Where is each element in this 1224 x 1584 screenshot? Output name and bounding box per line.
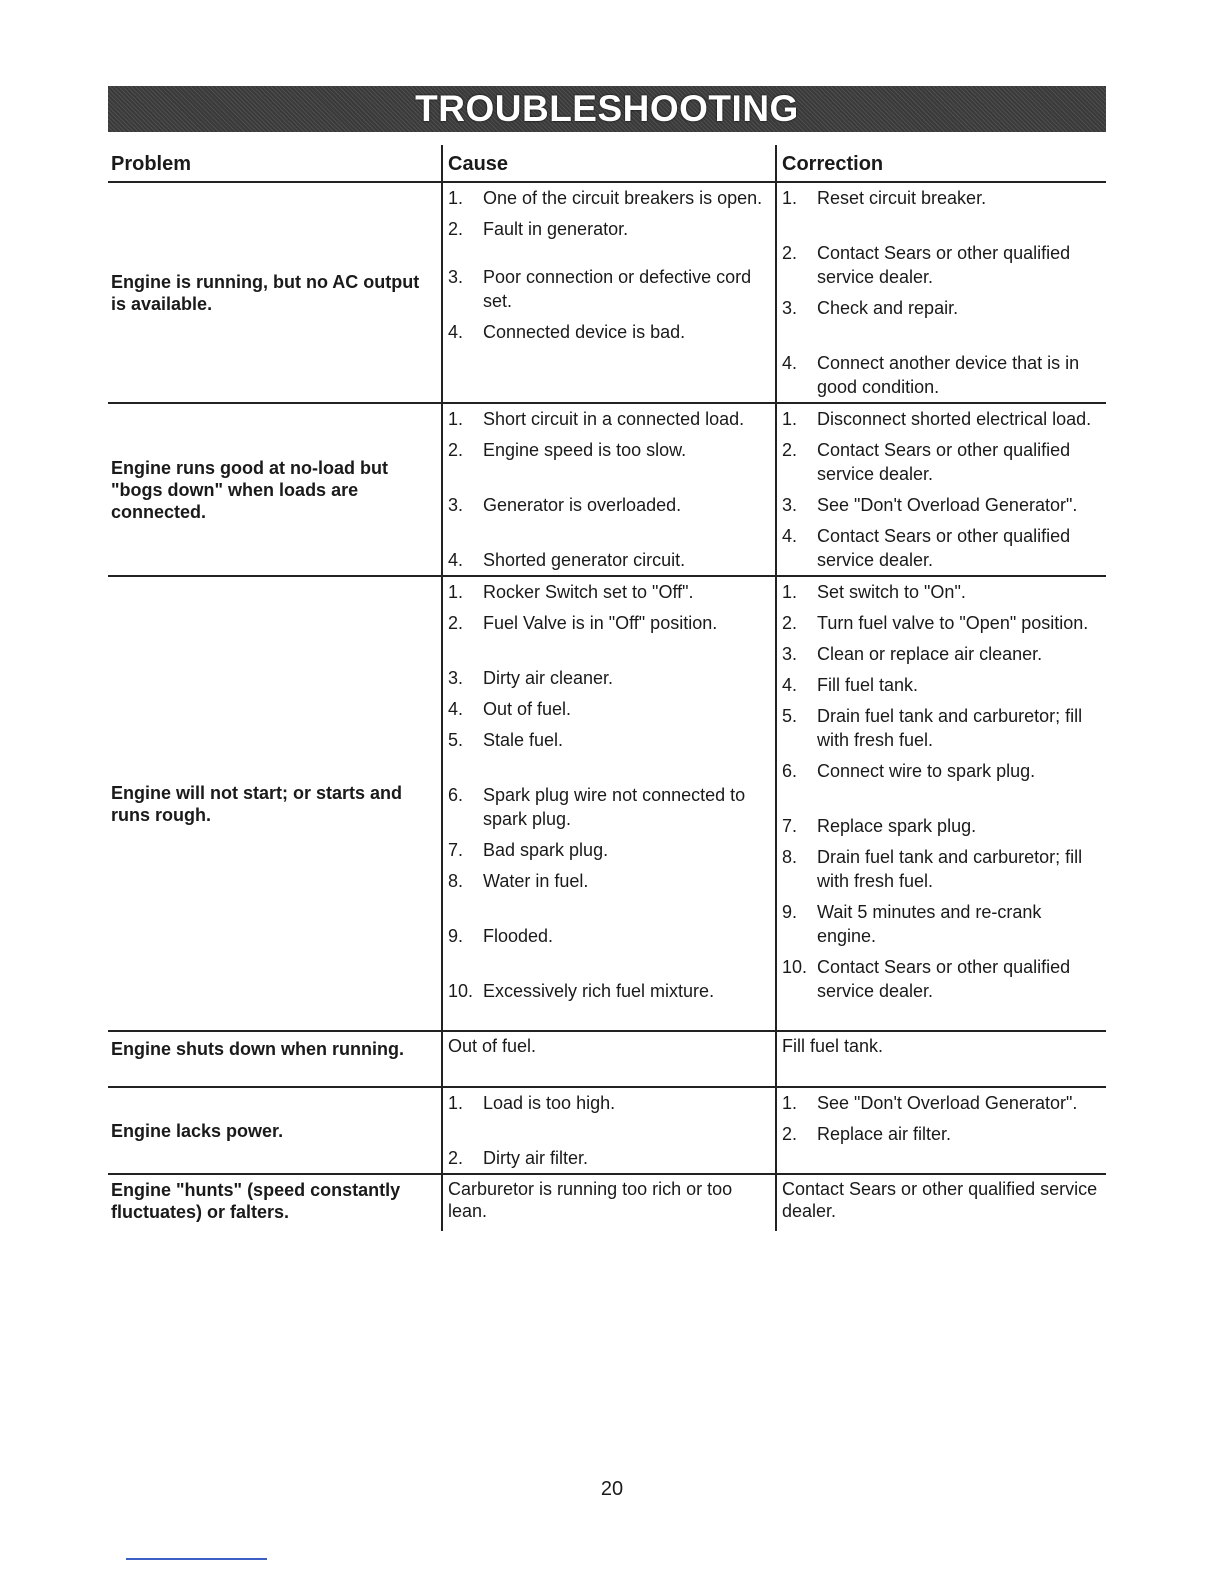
- item-number: 2.: [782, 1124, 798, 1144]
- item-text: Water in fuel.: [483, 871, 589, 891]
- item-number: 10.: [782, 957, 808, 977]
- item-number: 7.: [782, 816, 798, 836]
- correction-cell: [775, 577, 1106, 1030]
- item-number: 6.: [782, 761, 798, 781]
- item-text: See "Don't Overload Generator".: [817, 1093, 1078, 1113]
- table-row: [108, 1175, 1106, 1231]
- item-text: Replace spark plug.: [817, 816, 977, 836]
- list-item: [448, 611, 769, 635]
- item-number: 2.: [782, 243, 798, 263]
- item-text: Generator is overloaded.: [483, 495, 682, 515]
- list-item: [448, 548, 769, 572]
- list-item: [782, 186, 1102, 210]
- list-item: [782, 438, 1102, 486]
- list-item: [782, 759, 1102, 783]
- list-item: [448, 493, 769, 517]
- list-item: [782, 900, 1102, 948]
- item-text: Set switch to "On".: [817, 582, 966, 602]
- item-text: Rocker Switch set to "Off".: [483, 582, 694, 602]
- item-text: Contact Sears or other qualified service dealer.: [817, 440, 1071, 484]
- item-text: Load is too high.: [483, 1093, 616, 1113]
- item-text: Fuel Valve is in "Off" position.: [483, 613, 718, 633]
- item-text: Reset circuit breaker.: [817, 188, 987, 208]
- cause-cell: Carburetor is running too rich or too lean.: [441, 1175, 775, 1231]
- table-row: [108, 577, 1106, 1032]
- item-number: 10.: [448, 981, 474, 1001]
- item-number: 4.: [448, 550, 464, 570]
- item-text: Poor connection or defective cord set.: [483, 267, 752, 311]
- item-text: Check and repair.: [817, 298, 959, 318]
- item-number: 3.: [448, 267, 464, 287]
- table-row: [108, 1088, 1106, 1175]
- list-item: [448, 924, 769, 948]
- table-row: [108, 404, 1106, 577]
- list-item: [782, 611, 1102, 635]
- item-text: Engine speed is too slow.: [483, 440, 687, 460]
- table-row: [108, 1032, 1106, 1088]
- item-number: 2.: [448, 1148, 464, 1168]
- item-number: 2.: [448, 219, 464, 239]
- list-item: [448, 217, 769, 241]
- item-number: 6.: [448, 785, 464, 805]
- item-number: 2.: [782, 440, 798, 460]
- list-item: [448, 697, 769, 721]
- item-number: 4.: [448, 699, 464, 719]
- list-item: [448, 580, 769, 604]
- list-item: [448, 186, 769, 210]
- list-item: [782, 955, 1102, 1003]
- list-item: [782, 642, 1102, 666]
- correction-cell: [775, 183, 1106, 402]
- item-number: 4.: [448, 322, 464, 342]
- item-text: Wait 5 minutes and re-crank engine.: [817, 902, 1042, 946]
- list-item: [782, 493, 1102, 517]
- list-item: [782, 704, 1102, 752]
- problem-cell: Engine runs good at no-load but "bogs down" when loads are connected.: [111, 457, 388, 522]
- problem-cell: Engine "hunts" (speed constantly fluctuates) or falters.: [111, 1180, 401, 1222]
- footer-divider: [126, 1558, 267, 1560]
- item-text: Disconnect shorted electrical load.: [817, 409, 1092, 429]
- item-text: See "Don't Overload Generator".: [817, 495, 1078, 515]
- item-number: 4.: [782, 675, 798, 695]
- header-cause: Cause: [441, 145, 775, 181]
- list-item: [448, 438, 769, 462]
- item-text: Turn fuel valve to "Open" position.: [817, 613, 1089, 633]
- list-item: [448, 1091, 769, 1115]
- item-number: 9.: [782, 902, 798, 922]
- correction-cell: Contact Sears or other qualified service dealer.: [775, 1175, 1106, 1231]
- item-text: Stale fuel.: [483, 730, 564, 750]
- item-number: 3.: [782, 495, 798, 515]
- item-text: Shorted generator circuit.: [483, 550, 686, 570]
- list-item: [782, 1122, 1102, 1146]
- item-text: Excessively rich fuel mixture.: [483, 981, 715, 1001]
- list-item: [448, 728, 769, 752]
- correction-cell: [775, 1088, 1106, 1173]
- list-item: [782, 524, 1102, 572]
- list-item: [782, 351, 1102, 399]
- item-number: 2.: [448, 613, 464, 633]
- item-number: 1.: [782, 1093, 798, 1113]
- header-problem: Problem: [111, 152, 192, 175]
- item-number: 2.: [782, 613, 798, 633]
- item-number: 7.: [448, 840, 464, 860]
- list-item: [448, 979, 769, 1027]
- list-item: [448, 838, 769, 862]
- item-number: 3.: [782, 298, 798, 318]
- correction-cell: Fill fuel tank.: [775, 1032, 1106, 1086]
- list-item: [448, 265, 769, 313]
- list-item: [448, 869, 769, 893]
- item-number: 3.: [448, 495, 464, 515]
- item-number: 9.: [448, 926, 464, 946]
- item-number: 1.: [782, 409, 798, 429]
- cause-cell: [441, 577, 775, 1030]
- problem-cell: Engine shuts down when running.: [111, 1039, 404, 1059]
- list-item: [448, 320, 769, 344]
- item-text: Contact Sears or other qualified service dealer.: [817, 526, 1071, 570]
- table-row: [108, 183, 1106, 404]
- item-number: 4.: [782, 353, 798, 373]
- item-text: Dirty air filter.: [483, 1148, 589, 1168]
- item-number: 1.: [448, 582, 464, 602]
- item-number: 4.: [782, 526, 798, 546]
- item-number: 5.: [782, 706, 798, 726]
- item-text: Contact Sears or other qualified service dealer.: [817, 243, 1071, 287]
- list-item: [782, 845, 1102, 893]
- header-correction: Correction: [775, 145, 1106, 181]
- item-number: 2.: [448, 440, 464, 460]
- cause-cell: [441, 1088, 775, 1173]
- item-text: Connected device is bad.: [483, 322, 686, 342]
- item-text: Connect another device that is in good condition.: [817, 353, 1080, 397]
- item-text: Drain fuel tank and carburetor; fill with fresh fuel.: [817, 847, 1083, 891]
- item-text: Out of fuel.: [483, 699, 572, 719]
- item-number: 8.: [448, 871, 464, 891]
- list-item: [782, 241, 1102, 289]
- cause-cell: [441, 183, 775, 402]
- item-number: 3.: [782, 644, 798, 664]
- list-item: [782, 296, 1102, 320]
- title-banner: [108, 86, 1106, 132]
- problem-cell: Engine is running, but no AC output is available.: [111, 271, 420, 314]
- item-text: Short circuit in a connected load.: [483, 409, 745, 429]
- item-number: 8.: [782, 847, 798, 867]
- item-text: One of the circuit breakers is open.: [483, 188, 763, 208]
- list-item: [782, 814, 1102, 838]
- list-item: [448, 666, 769, 690]
- item-number: 1.: [448, 409, 464, 429]
- correction-cell: [775, 404, 1106, 575]
- list-item: [782, 407, 1102, 431]
- item-text: Spark plug wire not connected to spark plug.: [483, 785, 746, 829]
- item-number: 1.: [448, 1093, 464, 1113]
- item-text: Replace air filter.: [817, 1124, 952, 1144]
- list-item: [448, 1146, 769, 1170]
- list-item: [782, 673, 1102, 697]
- troubleshooting-table: [108, 145, 1106, 1231]
- item-text: Drain fuel tank and carburetor; fill with fresh fuel.: [817, 706, 1083, 750]
- item-text: Clean or replace air cleaner.: [817, 644, 1043, 664]
- list-item: [448, 783, 769, 831]
- item-text: Fill fuel tank.: [817, 675, 919, 695]
- item-text: Bad spark plug.: [483, 840, 609, 860]
- page-title: TROUBLESHOOTING: [415, 88, 799, 129]
- item-number: 1.: [782, 582, 798, 602]
- problem-cell: Engine will not start; or starts and runs rough.: [111, 782, 403, 825]
- cause-cell: [441, 404, 775, 575]
- item-text: Dirty air cleaner.: [483, 668, 614, 688]
- item-number: 3.: [448, 668, 464, 688]
- list-item: [782, 1091, 1102, 1115]
- item-text: Contact Sears or other qualified service dealer.: [817, 957, 1071, 1001]
- page-number: 20: [600, 1478, 624, 1500]
- problem-cell: Engine lacks power.: [111, 1120, 284, 1141]
- item-number: 5.: [448, 730, 464, 750]
- list-item: [448, 407, 769, 431]
- item-number: 1.: [782, 188, 798, 208]
- list-item: [782, 580, 1102, 604]
- cause-cell: Out of fuel.: [441, 1032, 775, 1086]
- item-text: Fault in generator.: [483, 219, 629, 239]
- item-text: Flooded.: [483, 926, 554, 946]
- table-header: [108, 145, 1106, 183]
- item-number: 1.: [448, 188, 464, 208]
- item-text: Connect wire to spark plug.: [817, 761, 1036, 781]
